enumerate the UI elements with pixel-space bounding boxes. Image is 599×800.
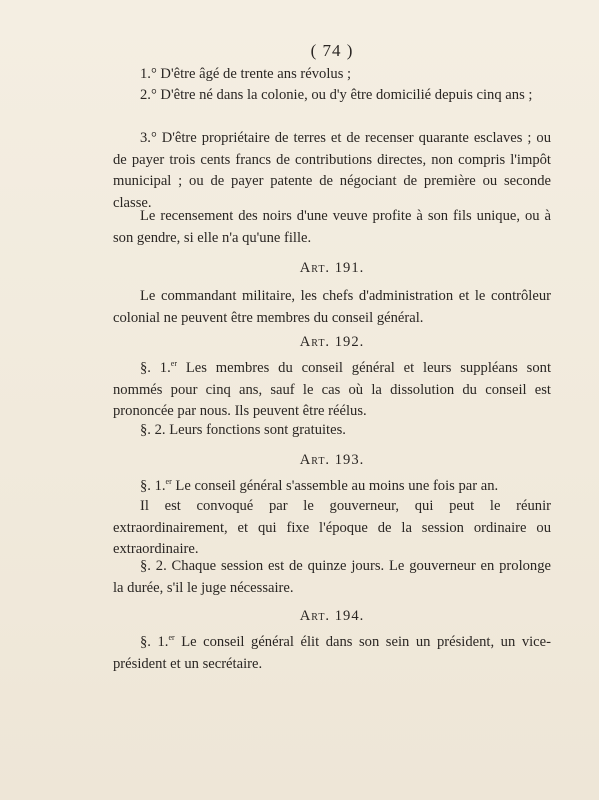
section-sup: er: [168, 633, 175, 643]
paragraph-art-192-s1: [113, 358, 551, 423]
section-text: Le conseil général s'assemble au moins une fois par an.: [171, 478, 499, 494]
paragraph-art-194-s1: [113, 632, 551, 675]
paragraph-age: 1.° D'être âgé de trente ans révolus ;: [140, 66, 352, 82]
article-heading-192: Art. 192.: [299, 334, 365, 350]
article-heading-194: Art. 194.: [299, 608, 365, 624]
section-label: §. 1.: [140, 634, 169, 650]
paragraph-art-191: Le commandant militaire, les chefs d'administration et le contrôleur colonial ne peuvent être membres du conseil général.: [113, 288, 551, 326]
section-sup: er: [165, 477, 172, 487]
article-heading-193: Art. 193.: [299, 452, 365, 468]
section-text: Les membres du conseil général et leurs suppléans sont nommés pour cinq ans, sauf le cas où la dissolution du conseil est prononcée par nous. Ils peuvent être réélus.: [113, 360, 551, 420]
paragraph-art-193-s2: §. 2. Chaque session est de quinze jours. Le gouverneur en prolonge la durée, s'il le juge nécessaire.: [113, 558, 551, 596]
section-label: §. 1.: [140, 360, 171, 376]
paragraph-art-193-convocation: Il est convoqué par le gouverneur, qui peut le réunir extraordinairement, et qui fixe l'époque de la session ordinaire ou extraordinaire.: [113, 498, 551, 558]
paragraph-art-192-s2: §. 2. Leurs fonctions sont gratuites.: [140, 422, 346, 438]
paragraph-birth: 2.° D'être né dans la colonie, ou d'y être domicilié depuis cinq ans ;: [140, 87, 533, 103]
section-label: §. 1.: [140, 478, 166, 494]
section-text: Le conseil général élit dans son sein un président, un vice-président et un secrétaire.: [113, 634, 551, 672]
article-heading-191: Art. 191.: [299, 260, 365, 276]
paragraph-census: Le recensement des noirs d'une veuve profite à son fils unique, ou à son gendre, si elle n'a qu'une fille.: [113, 208, 551, 246]
section-sup: er: [170, 359, 177, 369]
paragraph-art-193-s1: [113, 476, 551, 498]
page-number: ( 74 ): [310, 41, 354, 60]
paragraph-property: 3.° D'être propriétaire de terres et de recenser quarante esclaves ; ou de payer trois cents francs de contributions directes, non compris l'impôt municipal ; ou de payer patente de négociant de première ou seconde classe.: [113, 130, 551, 211]
